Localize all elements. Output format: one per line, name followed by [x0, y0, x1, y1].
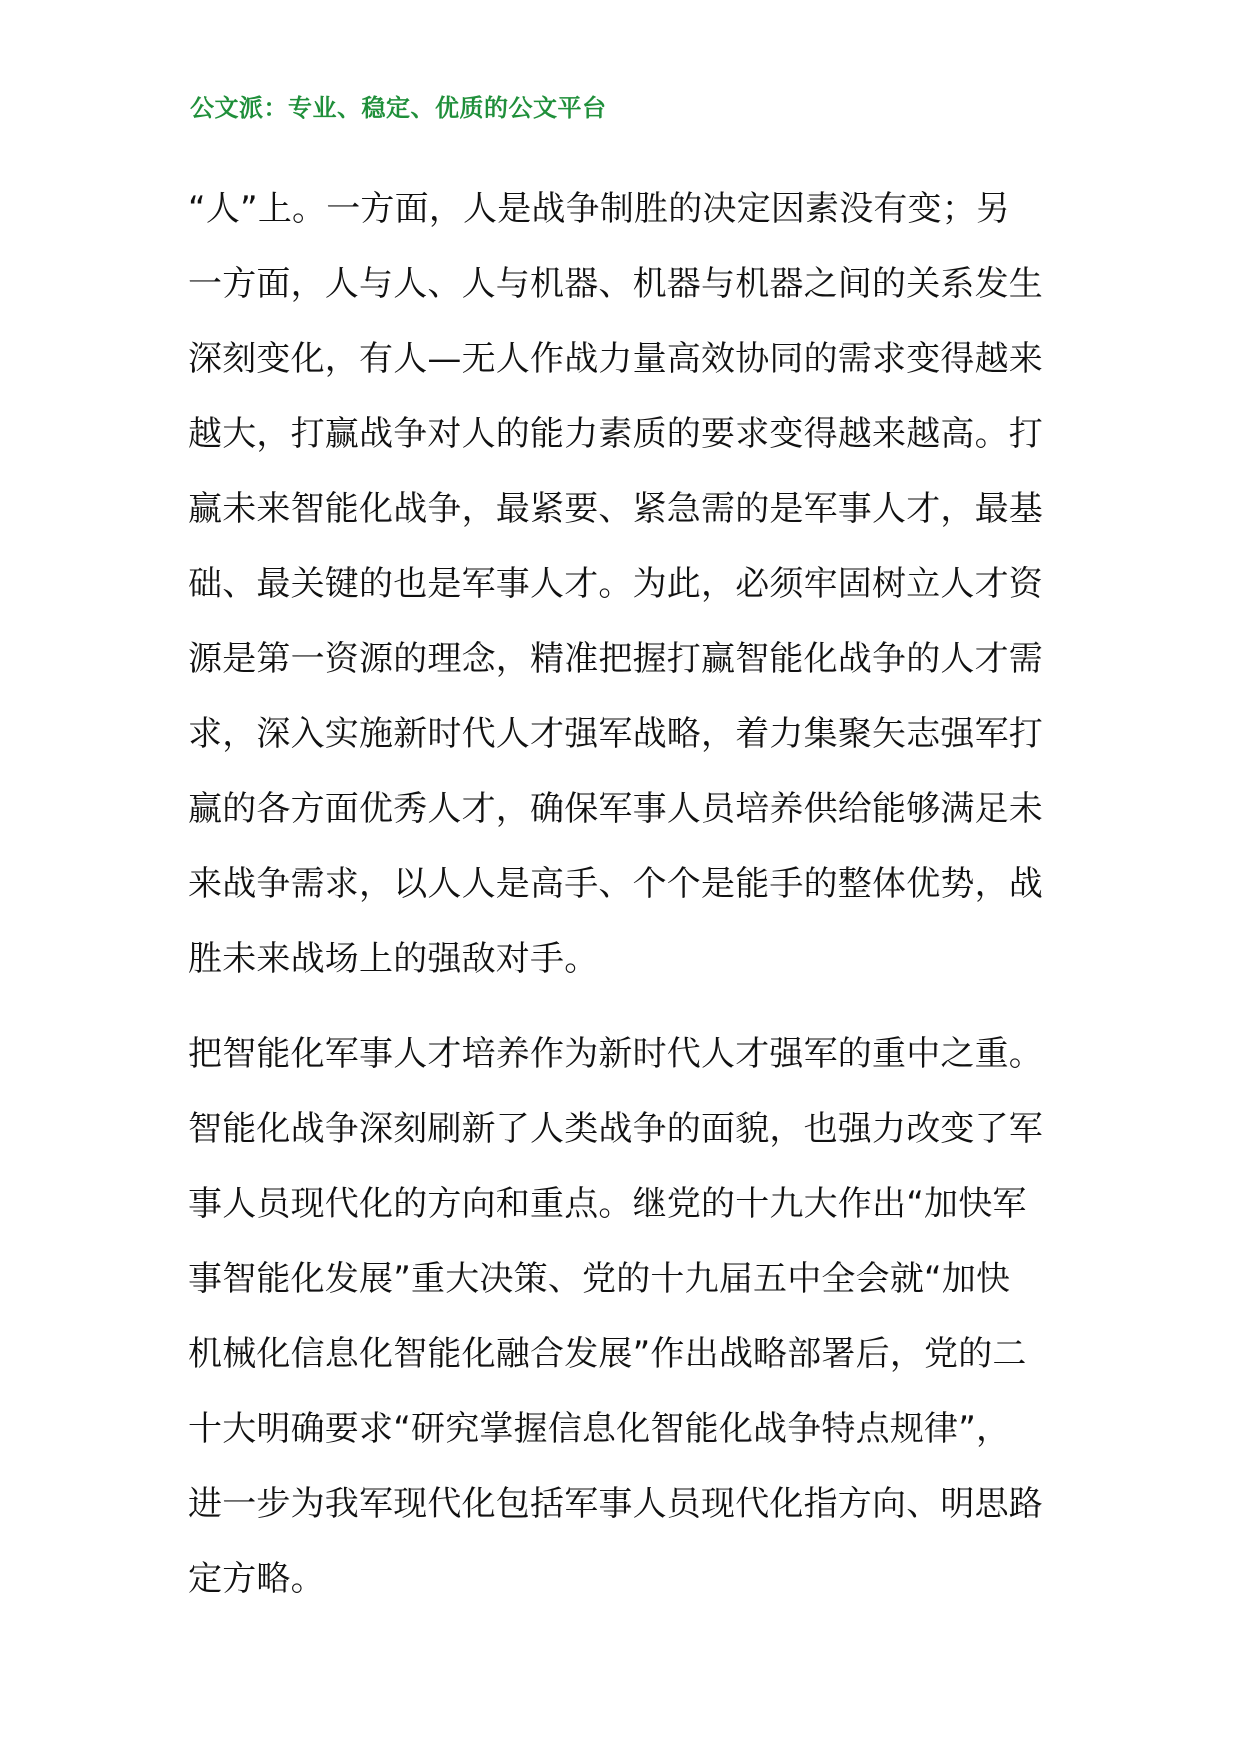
- paragraph-line: 一方面，人与人、人与机器、机器与机器之间的关系发生: [188, 264, 1043, 304]
- paragraph-spacer: [188, 997, 1068, 1017]
- paragraph-2: [188, 1017, 1068, 1617]
- paragraph-line: 定方略。: [188, 1559, 325, 1599]
- paragraph-line: 来战争需求，以人人是高手、个个是能手的整体优势，战: [188, 864, 1043, 904]
- paragraph-1: [188, 172, 1068, 997]
- page-header-title: 公文派：专业、稳定、优质的公文平台: [190, 94, 607, 122]
- paragraph-line: 越大，打赢战争对人的能力素质的要求变得越来越高。打: [188, 414, 1043, 454]
- paragraph-line: 础、最关键的也是军事人才。为此，必须牢固树立人才资: [188, 564, 1043, 604]
- paragraph-line: 十大明确要求“研究掌握信息化智能化战争特点规律”，: [188, 1409, 1011, 1449]
- paragraph-line: “人”上。一方面，人是战争制胜的决定因素没有变；另: [188, 189, 1011, 229]
- paragraph-line: 胜未来战场上的强敌对手。: [188, 939, 599, 979]
- paragraph-line: 事人员现代化的方向和重点。继党的十九大作出“加快军: [188, 1184, 1027, 1224]
- paragraph-line: 进一步为我军现代化包括军事人员现代化指方向、明思路: [188, 1484, 1043, 1524]
- paragraph-line: 机械化信息化智能化融合发展”作出战略部署后，党的二: [188, 1334, 1027, 1374]
- paragraph-line: 赢的各方面优秀人才，确保军事人员培养供给能够满足未: [188, 789, 1043, 829]
- paragraph-line: 深刻变化，有人—无人作战力量高效协同的需求变得越来: [188, 339, 1043, 379]
- paragraph-line: 赢未来智能化战争，最紧要、紧急需的是军事人才，最基: [188, 489, 1043, 529]
- document-body: [188, 172, 1068, 1617]
- paragraph-line: 求，深入实施新时代人才强军战略，着力集聚矢志强军打: [188, 714, 1043, 754]
- paragraph-line: 把智能化军事人才培养作为新时代人才强军的重中之重。: [188, 1034, 1043, 1074]
- paragraph-line: 源是第一资源的理念，精准把握打赢智能化战争的人才需: [188, 639, 1043, 679]
- paragraph-line: 智能化战争深刻刷新了人类战争的面貌，也强力改变了军: [188, 1109, 1043, 1149]
- paragraph-line: 事智能化发展”重大决策、党的十九届五中全会就“加快: [188, 1259, 1011, 1299]
